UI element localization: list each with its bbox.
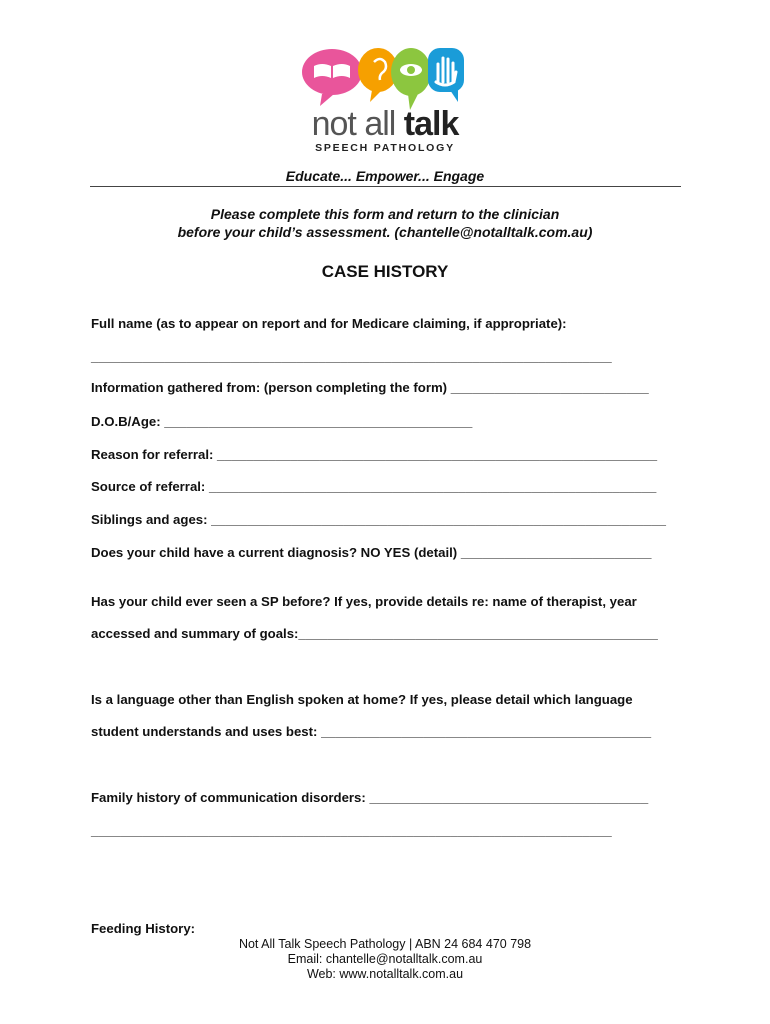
tagline: Educate... Empower... Engage [285,168,485,184]
brand-subtitle: SPEECH PATHOLOGY [315,142,455,154]
info-gathered-field[interactable]: Information gathered from: (person completing the form) ___________________________ [91,380,649,395]
reason-referral-field[interactable]: Reason for referral: ____________________________________________________________ [91,447,658,462]
instructions-line-2: before your child’s assessment. (chantelle@notalltalk.com.au) [177,224,593,240]
siblings-ages-field[interactable]: Siblings and ages: ______________________________________________________________ [91,512,666,527]
page-title: CASE HISTORY [321,262,449,281]
hand-icon [428,48,464,102]
footer-email: Email: chantelle@notalltalk.com.au [287,952,483,966]
diagnosis-field[interactable]: Does your child have a current diagnosis? NO YES (detail) __________________________ [91,545,652,560]
instructions-line-1: Please complete this form and return to the clinician [210,206,560,222]
brand-name [0,104,770,144]
family-history-field[interactable]: Family history of communication disorders: ______________________________________ [91,790,649,805]
eye-icon [391,48,431,110]
footer-abn: Not All Talk Speech Pathology | ABN 24 684 470 798 [238,937,532,951]
sp-before-field[interactable]: accessed and summary of goals:_________________________________________________ [91,626,658,641]
dob-age-field[interactable]: D.O.B/Age: __________________________________________ [91,414,473,429]
book-icon [302,49,362,106]
source-referral-field[interactable]: Source of referral: _____________________________________________________________ [91,479,657,494]
full-name-field[interactable]: _______________________________________________________________________ [91,349,612,364]
brand-name-light: not all [311,105,396,143]
family-history-blank[interactable]: _______________________________________________________________________ [91,823,612,838]
footer-web: Web: www.notalltalk.com.au [306,967,464,981]
header-divider [90,186,681,187]
language-label: Is a language other than English spoken at home? If yes, please detail which language [91,692,633,707]
instructions [0,205,770,241]
brand-name-bold: talk [403,105,459,143]
language-field[interactable]: student understands and uses best: _____________________________________________ [91,724,652,739]
sp-before-label: Has your child ever seen a SP before? If yes, provide details re: name of therapist, year [91,594,637,609]
full-name-label: Full name (as to appear on report and for Medicare claiming, if appropriate): [91,316,567,331]
footer [0,937,770,982]
feeding-history-label: Feeding History: [91,921,196,936]
